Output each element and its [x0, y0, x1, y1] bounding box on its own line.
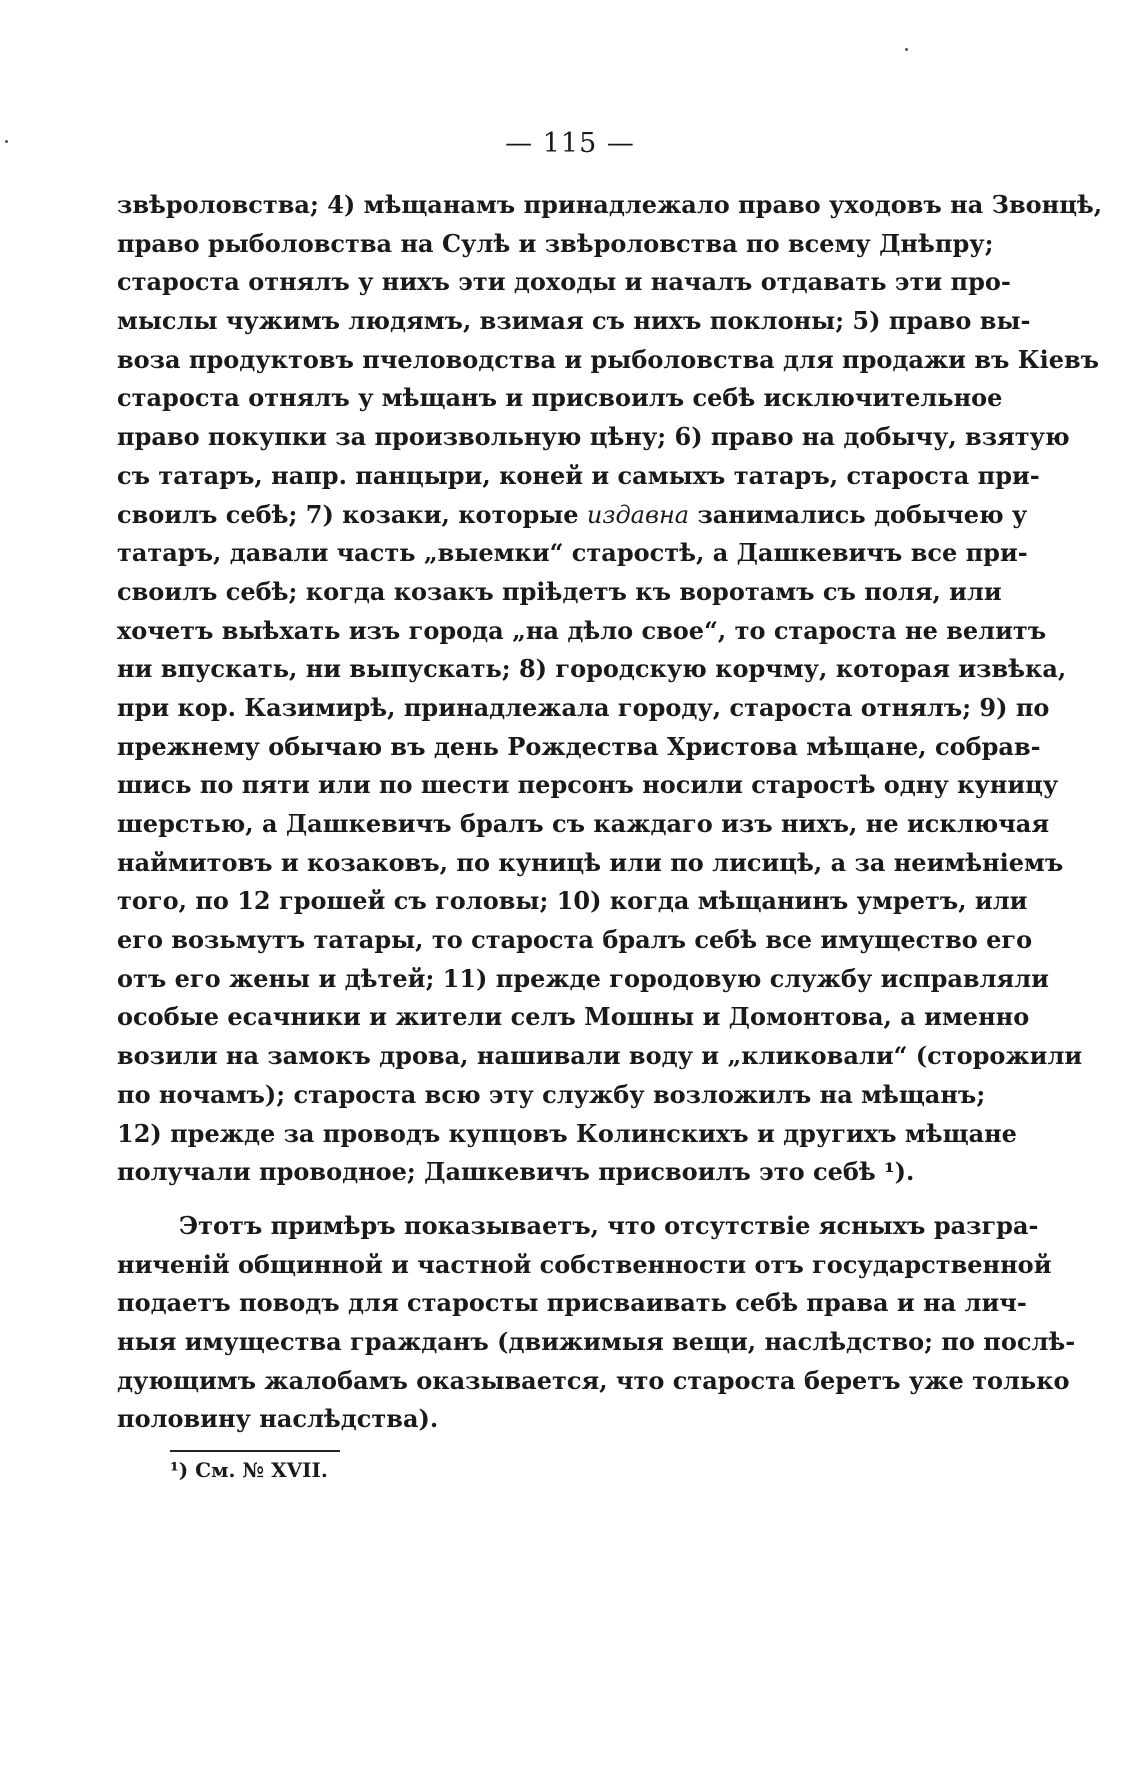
text-line: Этотъ примѣръ показываетъ, что отсутствіе ясныхъ разгра- [179, 1211, 1039, 1240]
text-segment: своилъ себѣ; 7) козаки, которые [117, 499, 579, 529]
text-line: половину наслѣдства). [117, 1404, 439, 1434]
text-line: староста отнялъ у мѣщанъ и присвоилъ себѣ исключительное [117, 383, 1003, 413]
text-line: его возьмутъ татары, то староста бралъ себѣ все имущество его [117, 925, 1033, 955]
footnote: ¹) См. № XVII. [170, 1458, 328, 1482]
text-line: возили на замокъ дрова, нашивали воду и „кликовали“ (сторожили [117, 1041, 1083, 1071]
text-line: при кор. Казимирѣ, принадлежала городу, староста отнялъ; 9) по [117, 692, 1050, 722]
paragraph-2 [117, 1207, 1076, 1439]
text-segment: занимались добычею у [697, 499, 1028, 529]
text-line: ни впускать, ни выпускать; 8) городскую корчму, которая извѣка, [117, 654, 1067, 684]
page-number: — 115 — [505, 128, 635, 159]
text-line: ниченій общинной и частной собственности отъ государственной [117, 1249, 1052, 1279]
text-line: татаръ, давали часть „выемки“ старостѣ, а Дашкевичъ все при- [117, 538, 1028, 568]
text-line: право покупки за произвольную цѣну; 6) право на добычу, взятую [117, 422, 1070, 452]
text-line: наймитовъ и козаковъ, по куницѣ или по лисицѣ, а за неимѣніемъ [117, 847, 1064, 877]
italic-word: издавна [586, 500, 690, 529]
text-line: шерстью, а Дашкевичъ бралъ съ каждаго изъ нихъ, не исключая [117, 809, 1050, 838]
text-line: староста отнялъ у нихъ эти доходы и началъ отдавать эти про- [117, 267, 1011, 297]
text-line-with-italic [117, 496, 1028, 535]
print-speck [905, 48, 908, 51]
text-line: того, по 12 грошей съ головы; 10) когда мѣщанинъ умретъ, или [117, 886, 1028, 916]
paragraph-1 [117, 186, 1103, 1192]
text-line: шись по пяти или по шести персонъ носили старостѣ одну куницу [117, 770, 1059, 800]
text-line: своилъ себѣ; когда козакъ пріѣдетъ къ воротамъ съ поля, или [117, 576, 1002, 606]
text-line: право рыболовства на Сулѣ и звѣроловства по всему Днѣпру; [117, 228, 994, 258]
text-line: звѣроловства; 4) мѣщанамъ принадлежало право уходовъ на Звонцѣ, [117, 190, 1103, 219]
text-line: особые есачники и жители селъ Мошны и Домонтова, а именно [117, 1002, 1030, 1032]
text-line: съ татаръ, напр. панцыри, коней и самыхъ татаръ, староста при- [117, 460, 1040, 490]
text-line: 12) прежде за проводъ купцовъ Колинскихъ и другихъ мѣщане [117, 1118, 1017, 1148]
text-line: прежнему обычаю въ день Рождества Христова мѣщане, собрав- [117, 731, 1041, 761]
text-line: отъ его жены и дѣтей; 11) прежде городовую службу исправляли [117, 963, 1049, 993]
text-line: дующимъ жалобамъ оказывается, что староста беретъ уже только [117, 1365, 1070, 1395]
text-line: подаетъ поводъ для старосты присваивать себѣ права и на лич- [117, 1288, 1027, 1318]
text-line: по ночамъ); староста всю эту службу возложилъ на мѣщанъ; [117, 1079, 986, 1109]
text-line: мыслы чужимъ людямъ, взимая съ нихъ поклоны; 5) право вы- [117, 306, 1031, 336]
text-line: хочетъ выѣхать изъ города „на дѣло свое“, то староста не велитъ [117, 615, 1047, 645]
text-line: воза продуктовъ пчеловодства и рыболовства для продажи въ Кіевъ [117, 344, 1100, 374]
text-line: получали проводное; Дашкевичъ присвоилъ это себѣ ¹). [117, 1157, 915, 1187]
footnote-divider [170, 1450, 340, 1452]
text-line: ныя имущества гражданъ (движимыя вещи, наслѣдство; по послѣ- [117, 1327, 1076, 1357]
